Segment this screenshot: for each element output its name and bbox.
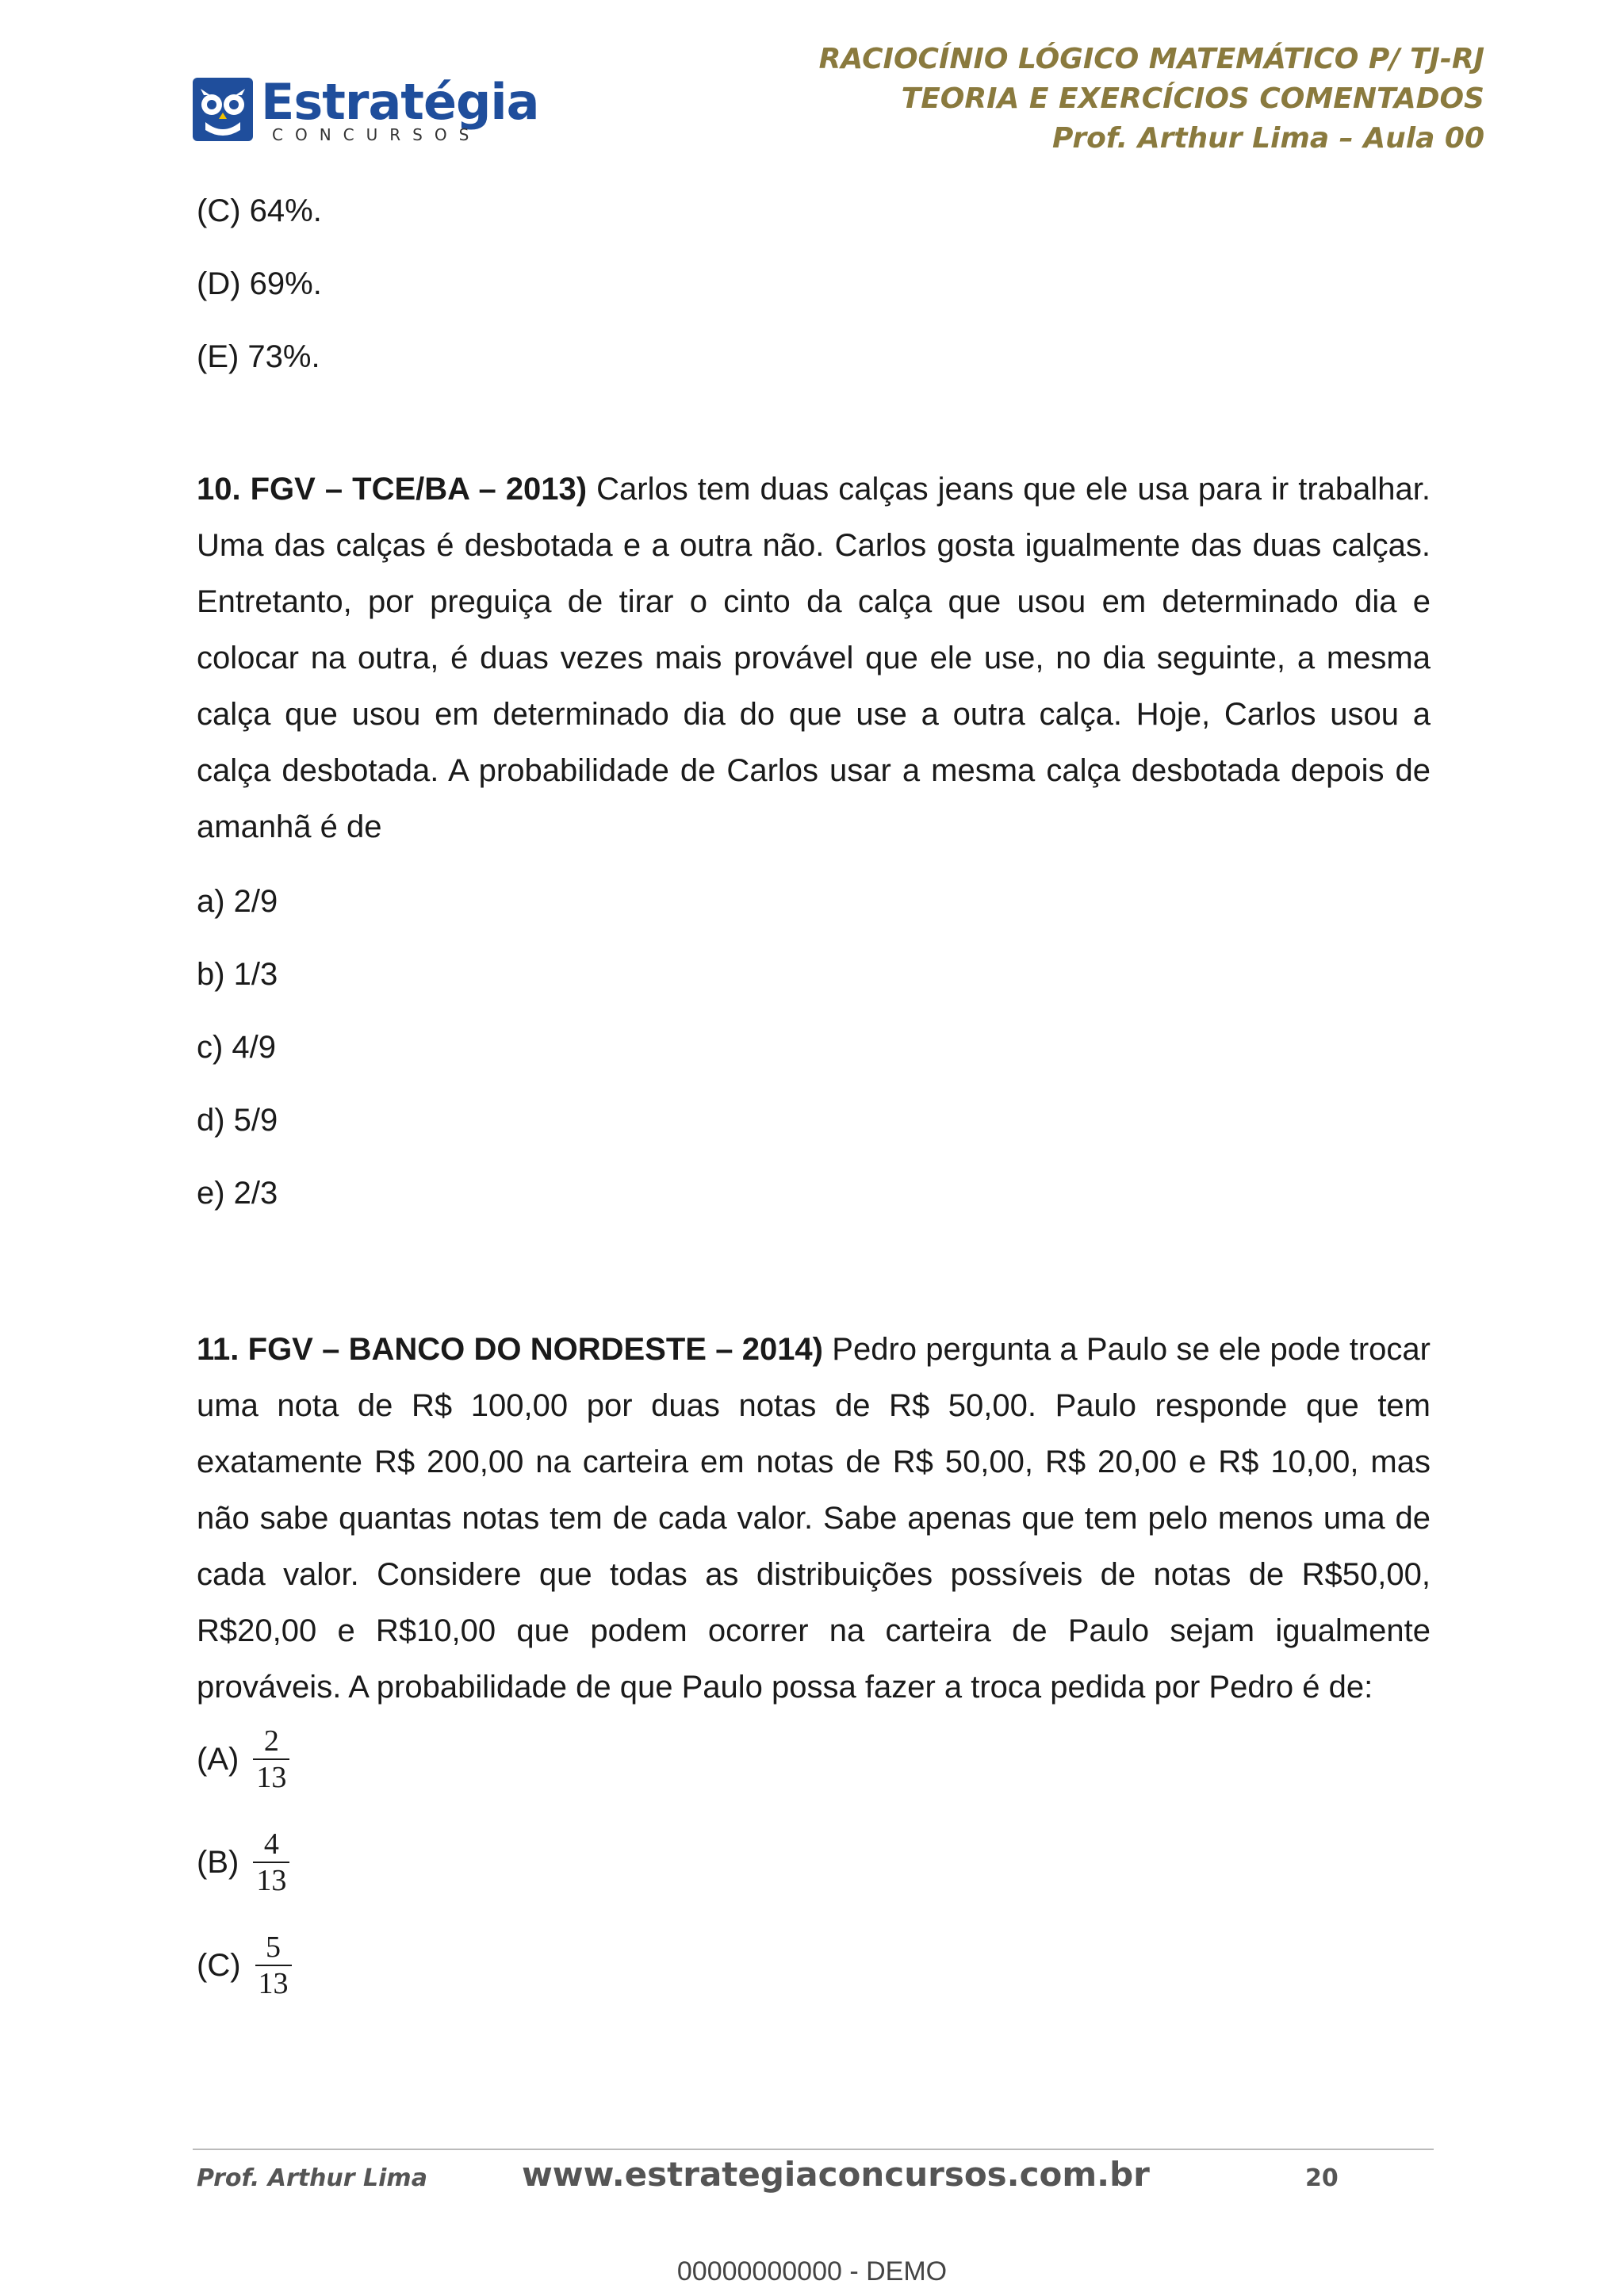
footer-author: Prof. Arthur Lima <box>197 2164 427 2192</box>
question-11 <box>197 1322 1431 1716</box>
question-10 <box>197 461 1431 855</box>
q11-option-b <box>197 1819 1431 1906</box>
denominator: 13 <box>256 1864 287 1897</box>
prev-option-c: (C) 64%. <box>197 193 322 228</box>
numerator: 2 <box>263 1724 279 1758</box>
option-label: (C) <box>197 1947 241 1983</box>
q10-option-d: d) 5/9 <box>197 1103 278 1138</box>
option-label: (B) <box>197 1844 239 1880</box>
q10-option-b: b) 1/3 <box>197 957 278 992</box>
owl-icon <box>193 78 253 141</box>
estrategia-logo <box>193 73 542 149</box>
logo-subtitle: CONCURSOS <box>272 125 481 144</box>
question-10-text: Carlos tem duas calças jeans que ele usa para ir trabalhar. Uma das calças é desbotada e a outra não. Carlos gosta igualmente das duas calças. Entretanto, por preguiça de tirar o cinto da calça que usou em determinado dia e colocar na outra, é duas vezes mais provável que ele use, no dia seguinte, a mesma calça que usou em determinado dia do que use a outra calça. Hoje, Carlos usou a calça desbotada. A probabilidade de Carlos usar a mesma calça desbotada depois de amanhã é de <box>197 472 1431 844</box>
q10-option-e: e) 2/3 <box>197 1176 278 1211</box>
prev-option-d: (D) 69%. <box>197 266 322 301</box>
header-lesson: Prof. Arthur Lima – Aula 00 <box>1052 122 1484 155</box>
header-course: RACIOCÍNIO LÓGICO MATEMÁTICO P/ TJ-RJ <box>818 43 1484 75</box>
question-11-text: Pedro pergunta a Paulo se ele pode trocar uma nota de R$ 100,00 por duas notas de R$ 50,00. Paulo responde que tem exatamente R$ 200,00 na carteira em notas de R$ 50,00, R$ 20,00 e R$ 10,00, mas não sabe quantas notas tem de cada valor. Sabe apenas que tem pelo menos uma de cada valor. Considere que todas as distribuições possíveis de notas de R$50,00, R$20,00 e R$10,00 que podem ocorrer na carteira de Paulo sejam igualmente prováveis. A probabilidade de que Paulo possa fazer a troca pedida por Pedro é de: <box>197 1332 1431 1705</box>
page-content <box>197 190 1431 2025</box>
header-subtitle: TEORIA E EXERCÍCIOS COMENTADOS <box>901 82 1484 115</box>
fraction <box>253 1724 289 1795</box>
fraction <box>255 1930 292 2001</box>
logo-text: Estratégia <box>261 73 539 131</box>
denominator: 13 <box>258 1967 289 2000</box>
q11-option-c <box>197 1922 1431 2009</box>
numerator: 5 <box>266 1931 282 1964</box>
question-11-heading: 11. FGV – BANCO DO NORDESTE – 2014) <box>197 1332 824 1367</box>
prev-option-e: (E) 73%. <box>197 339 320 374</box>
footer-divider <box>193 2149 1434 2150</box>
page-number: 20 <box>1305 2164 1339 2192</box>
fraction <box>253 1827 289 1898</box>
denominator: 13 <box>256 1761 287 1794</box>
q11-option-a <box>197 1716 1431 1803</box>
q10-option-a: a) 2/9 <box>197 884 278 919</box>
footer-url[interactable]: www.estrategiaconcursos.com.br <box>522 2155 1150 2194</box>
question-10-heading: 10. FGV – TCE/BA – 2013) <box>197 472 588 507</box>
document-header <box>819 40 1484 159</box>
option-label: (A) <box>197 1741 239 1777</box>
q10-option-c: c) 4/9 <box>197 1030 277 1065</box>
demo-watermark: 00000000000 - DEMO <box>676 2256 948 2286</box>
numerator: 4 <box>263 1827 279 1861</box>
